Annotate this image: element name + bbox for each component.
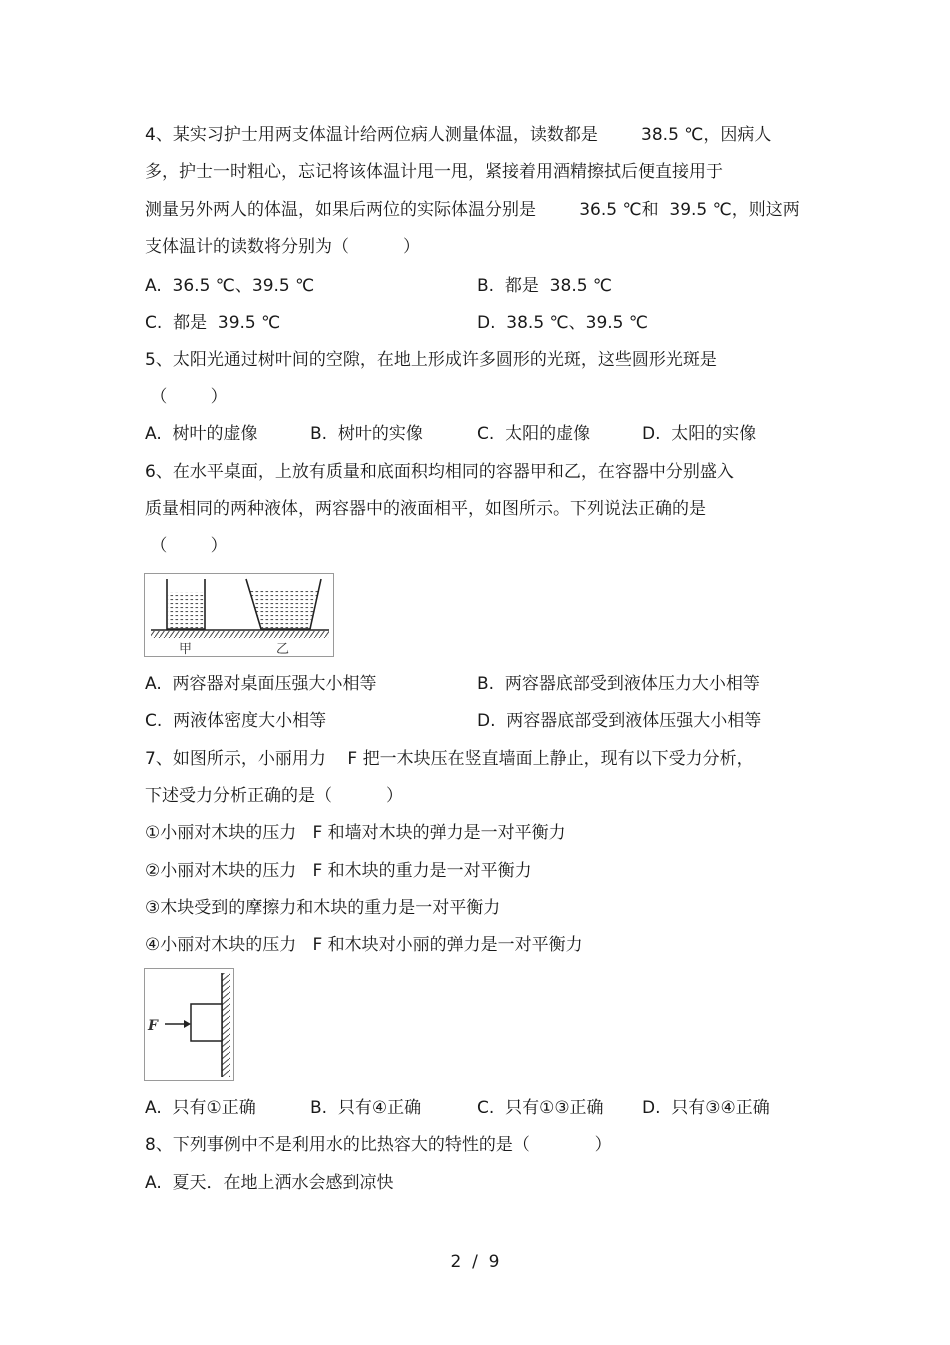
q6-line-3: （ ） <box>145 536 228 556</box>
q5-option-a: A. 树叶的虚像 <box>145 424 258 444</box>
q6-option-b: B. 两容器底部受到液体压力大小相等 <box>477 674 760 694</box>
q4-line-4: 支体温计的读数将分别为（ ） <box>145 237 421 257</box>
q7-statement-2: ②小丽对木块的压力 F 和木块的重力是一对平衡力 <box>145 861 532 881</box>
liquid-jia <box>168 592 204 629</box>
q7-line-2: 下述受力分析正确的是（ ） <box>145 786 404 806</box>
wall-block-diagram <box>145 969 233 1080</box>
q7-statement-1: ①小丽对木块的压力 F 和墙对木块的弹力是一对平衡力 <box>145 823 566 843</box>
q7-statement-3: ③木块受到的摩擦力和木块的重力是一对平衡力 <box>145 898 501 918</box>
q5-option-c: C. 太阳的虚像 <box>477 424 591 444</box>
q4-line-1: 4、某实习护士用两支体温计给两位病人测量体温，读数都是 38.5 ℃，因病人 <box>145 125 772 145</box>
q4-line-3: 测量另外两人的体温，如果后两位的实际体温分别是 36.5 ℃和 39.5 ℃，则这两 <box>145 200 800 220</box>
label-jia: 甲 <box>179 642 193 656</box>
q8-option-a: A. 夏天．在地上洒水会感到凉快 <box>145 1173 394 1193</box>
q7-wall-figure <box>144 968 234 1081</box>
q6-option-d: D. 两容器底部受到液体压强大小相等 <box>477 711 762 731</box>
q6-option-c: C. 两液体密度大小相等 <box>145 711 327 731</box>
q8-line-1: 8、下列事例中不是利用水的比热容大的特性的是（ ） <box>145 1135 612 1155</box>
force-arrow-head <box>184 1020 191 1028</box>
table-hatching <box>151 631 329 638</box>
liquid-yi <box>250 591 318 629</box>
q6-option-a: A. 两容器对桌面压强大小相等 <box>145 674 377 694</box>
page-number: 2 / 9 <box>450 1252 500 1272</box>
q7-option-a: A. 只有①正确 <box>145 1098 256 1118</box>
q5-line-2: （ ） <box>145 387 228 407</box>
wall-hatching <box>222 973 230 1077</box>
q7-option-c: C. 只有①③正确 <box>477 1098 604 1118</box>
q5-option-d: D. 太阳的实像 <box>642 424 757 444</box>
label-yi: 乙 <box>276 642 290 656</box>
wood-block <box>191 1004 222 1041</box>
q6-line-2: 质量相同的两种液体，两容器中的液面相平，如图所示。下列说法正确的是 <box>145 499 706 519</box>
force-label: F <box>148 1018 158 1034</box>
q6-line-1: 6、在水平桌面，上放有质量和底面积均相同的容器甲和乙，在容器中分别盛入 <box>145 462 734 482</box>
q5-option-b: B. 树叶的实像 <box>310 424 423 444</box>
q7-option-b: B. 只有④正确 <box>310 1098 422 1118</box>
q4-line-2: 多，护士一时粗心，忘记将该体温计甩一甩，紧接着用酒精擦拭后便直接用于 <box>145 162 723 182</box>
q6-containers-figure <box>144 573 334 657</box>
q7-line-1: 7、如图所示，小丽用力 F 把一木块压在竖直墙面上静止，现有以下受力分析， <box>145 749 754 769</box>
q4-option-c: C. 都是 39.5 ℃ <box>145 313 281 333</box>
containers-diagram <box>145 574 333 656</box>
q4-option-d: D. 38.5 ℃、39.5 ℃ <box>477 313 648 333</box>
q5-line-1: 5、太阳光通过树叶间的空隙，在地上形成许多圆形的光斑，这些圆形光斑是 <box>145 350 717 370</box>
q7-statement-4: ④小丽对木块的压力 F 和木块对小丽的弹力是一对平衡力 <box>145 935 583 955</box>
q7-option-d: D. 只有③④正确 <box>642 1098 770 1118</box>
q4-option-a: A. 36.5 ℃、39.5 ℃ <box>145 276 315 296</box>
q4-option-b: B. 都是 38.5 ℃ <box>477 276 613 296</box>
